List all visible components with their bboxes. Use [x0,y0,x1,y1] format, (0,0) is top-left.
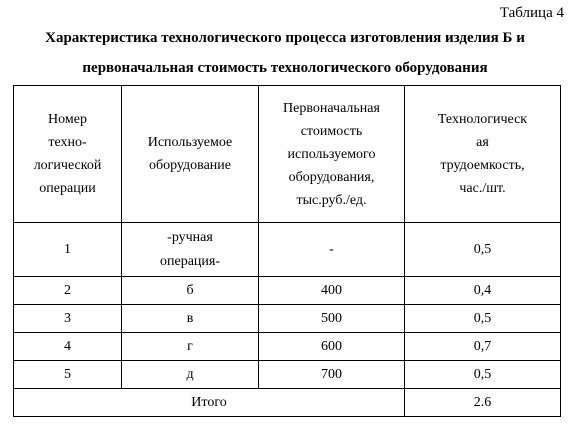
cell-labor-intensity: 0,4 [405,277,561,305]
total-label: Итого [14,389,405,417]
header-initial-cost: Первоначальная стоимость используемого оборудования, тыс.руб./ед. [259,86,405,223]
cell-initial-cost: 400 [259,277,405,305]
table-row [14,277,561,305]
header-operation-number: Номер техно- логической операции [14,86,122,223]
table-header-row [14,86,561,223]
cell-initial-cost: 700 [259,361,405,389]
cell-operation-number: 3 [14,305,122,333]
cell-equipment: г [122,333,259,361]
cell-operation-number: 1 [14,223,122,277]
header-equipment: Используемое оборудование [122,86,259,223]
cell-initial-cost: 500 [259,305,405,333]
table-title-line-2: первоначальная стоимость технологического оборудования [82,60,488,76]
cell-initial-cost: - [259,223,405,277]
cell-equipment: -ручная операция- [122,223,259,277]
cell-operation-number: 5 [14,361,122,389]
header-labor-intensity: Технологическ ая трудоемкость, час./шт. [405,86,561,223]
cell-equipment: д [122,361,259,389]
table-number-label: Таблица 4 [499,5,564,21]
cell-equipment: б [122,277,259,305]
cell-initial-cost: 600 [259,333,405,361]
table-row [14,333,561,361]
table-title-line-1: Характеристика технологического процесса изготовления изделия Б и [45,30,525,46]
cell-labor-intensity: 0,5 [405,305,561,333]
cell-labor-intensity: 0,5 [405,361,561,389]
cell-equipment: в [122,305,259,333]
table-row [14,305,561,333]
table-row [14,361,561,389]
cell-labor-intensity: 0,7 [405,333,561,361]
table-row [14,223,561,277]
table-total-row [14,389,561,417]
total-value: 2.6 [405,389,561,417]
cell-operation-number: 4 [14,333,122,361]
cell-labor-intensity: 0,5 [405,223,561,277]
process-characteristics-table [13,85,561,417]
cell-operation-number: 2 [14,277,122,305]
